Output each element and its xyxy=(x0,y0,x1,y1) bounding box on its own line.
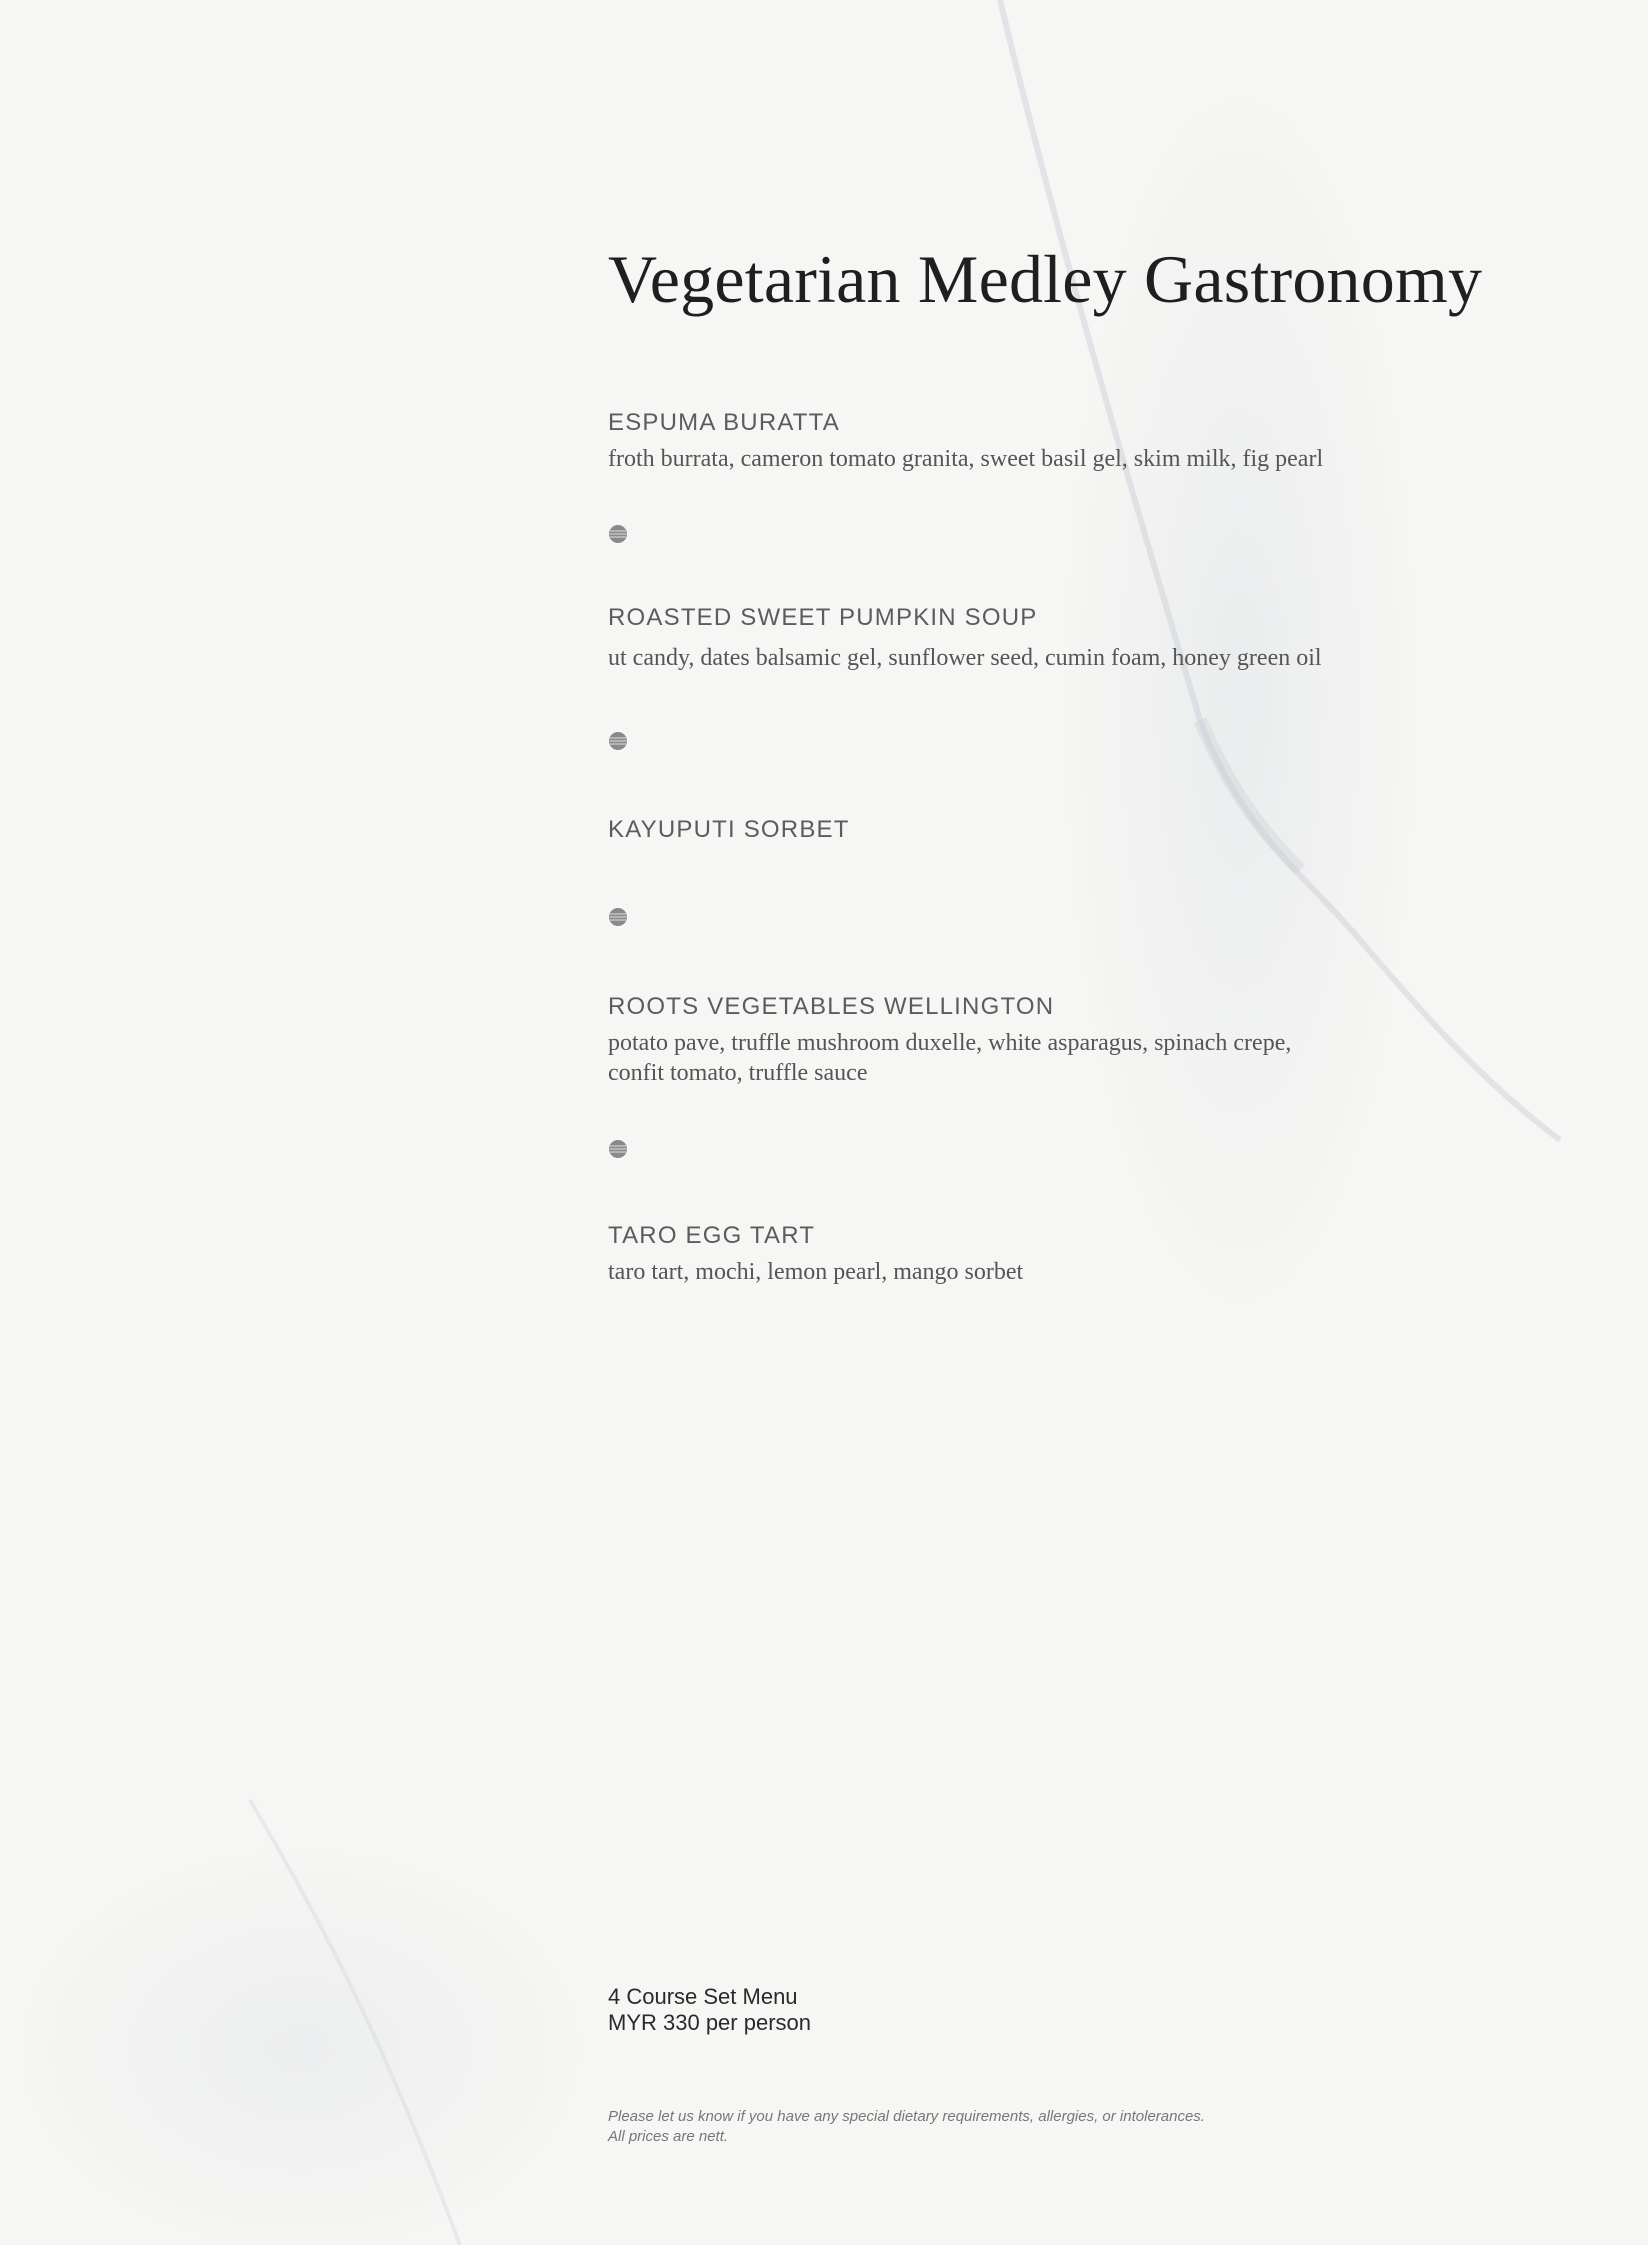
course-roasted-sweet-pumpkin-soup xyxy=(608,603,1322,673)
set-menu-label: 4 Course Set Menu xyxy=(608,1984,798,2009)
course-name: ESPUMA BURATTA xyxy=(608,409,840,436)
prices-note: All prices are nett. xyxy=(608,2128,729,2145)
course-espuma-buratta xyxy=(608,408,1323,474)
textured-dot-icon xyxy=(608,731,628,751)
course-name: ROASTED SWEET PUMPKIN SOUP xyxy=(608,604,1038,631)
course-description: taro tart, mochi, lemon pearl, mango sorbet xyxy=(608,1259,1024,1285)
course-kayuputi-sorbet xyxy=(608,815,850,845)
course-description: confit tomato, truffle sauce xyxy=(608,1060,868,1086)
set-menu-price xyxy=(608,1984,811,2036)
course-description: ut candy, dates balsamic gel, sunflower seed, cumin foam, honey green oil xyxy=(608,645,1322,671)
course-description: froth burrata, cameron tomato granita, sweet basil gel, skim milk, fig pearl xyxy=(608,446,1324,472)
textured-dot-icon xyxy=(608,524,628,544)
course-name: ROOTS VEGETABLES WELLINGTON xyxy=(608,993,1055,1020)
course-name: TARO EGG TART xyxy=(608,1222,816,1249)
menu-title: Vegetarian Medley Gastronomy xyxy=(608,241,1483,317)
course-roots-vegetables-wellington xyxy=(608,992,1291,1088)
course-description: potato pave, truffle mushroom duxelle, white asparagus, spinach crepe, xyxy=(608,1030,1292,1056)
dietary-note: Please let us know if you have any special dietary requirements, allergies, or intolerances. xyxy=(608,2108,1205,2125)
menu-notes xyxy=(608,2107,1205,2147)
course-name: KAYUPUTI SORBET xyxy=(608,816,850,843)
textured-dot-icon xyxy=(608,1139,628,1159)
set-menu-price-text: MYR 330 per person xyxy=(608,2010,811,2035)
textured-dot-icon xyxy=(608,907,628,927)
course-taro-egg-tart xyxy=(608,1221,1023,1287)
